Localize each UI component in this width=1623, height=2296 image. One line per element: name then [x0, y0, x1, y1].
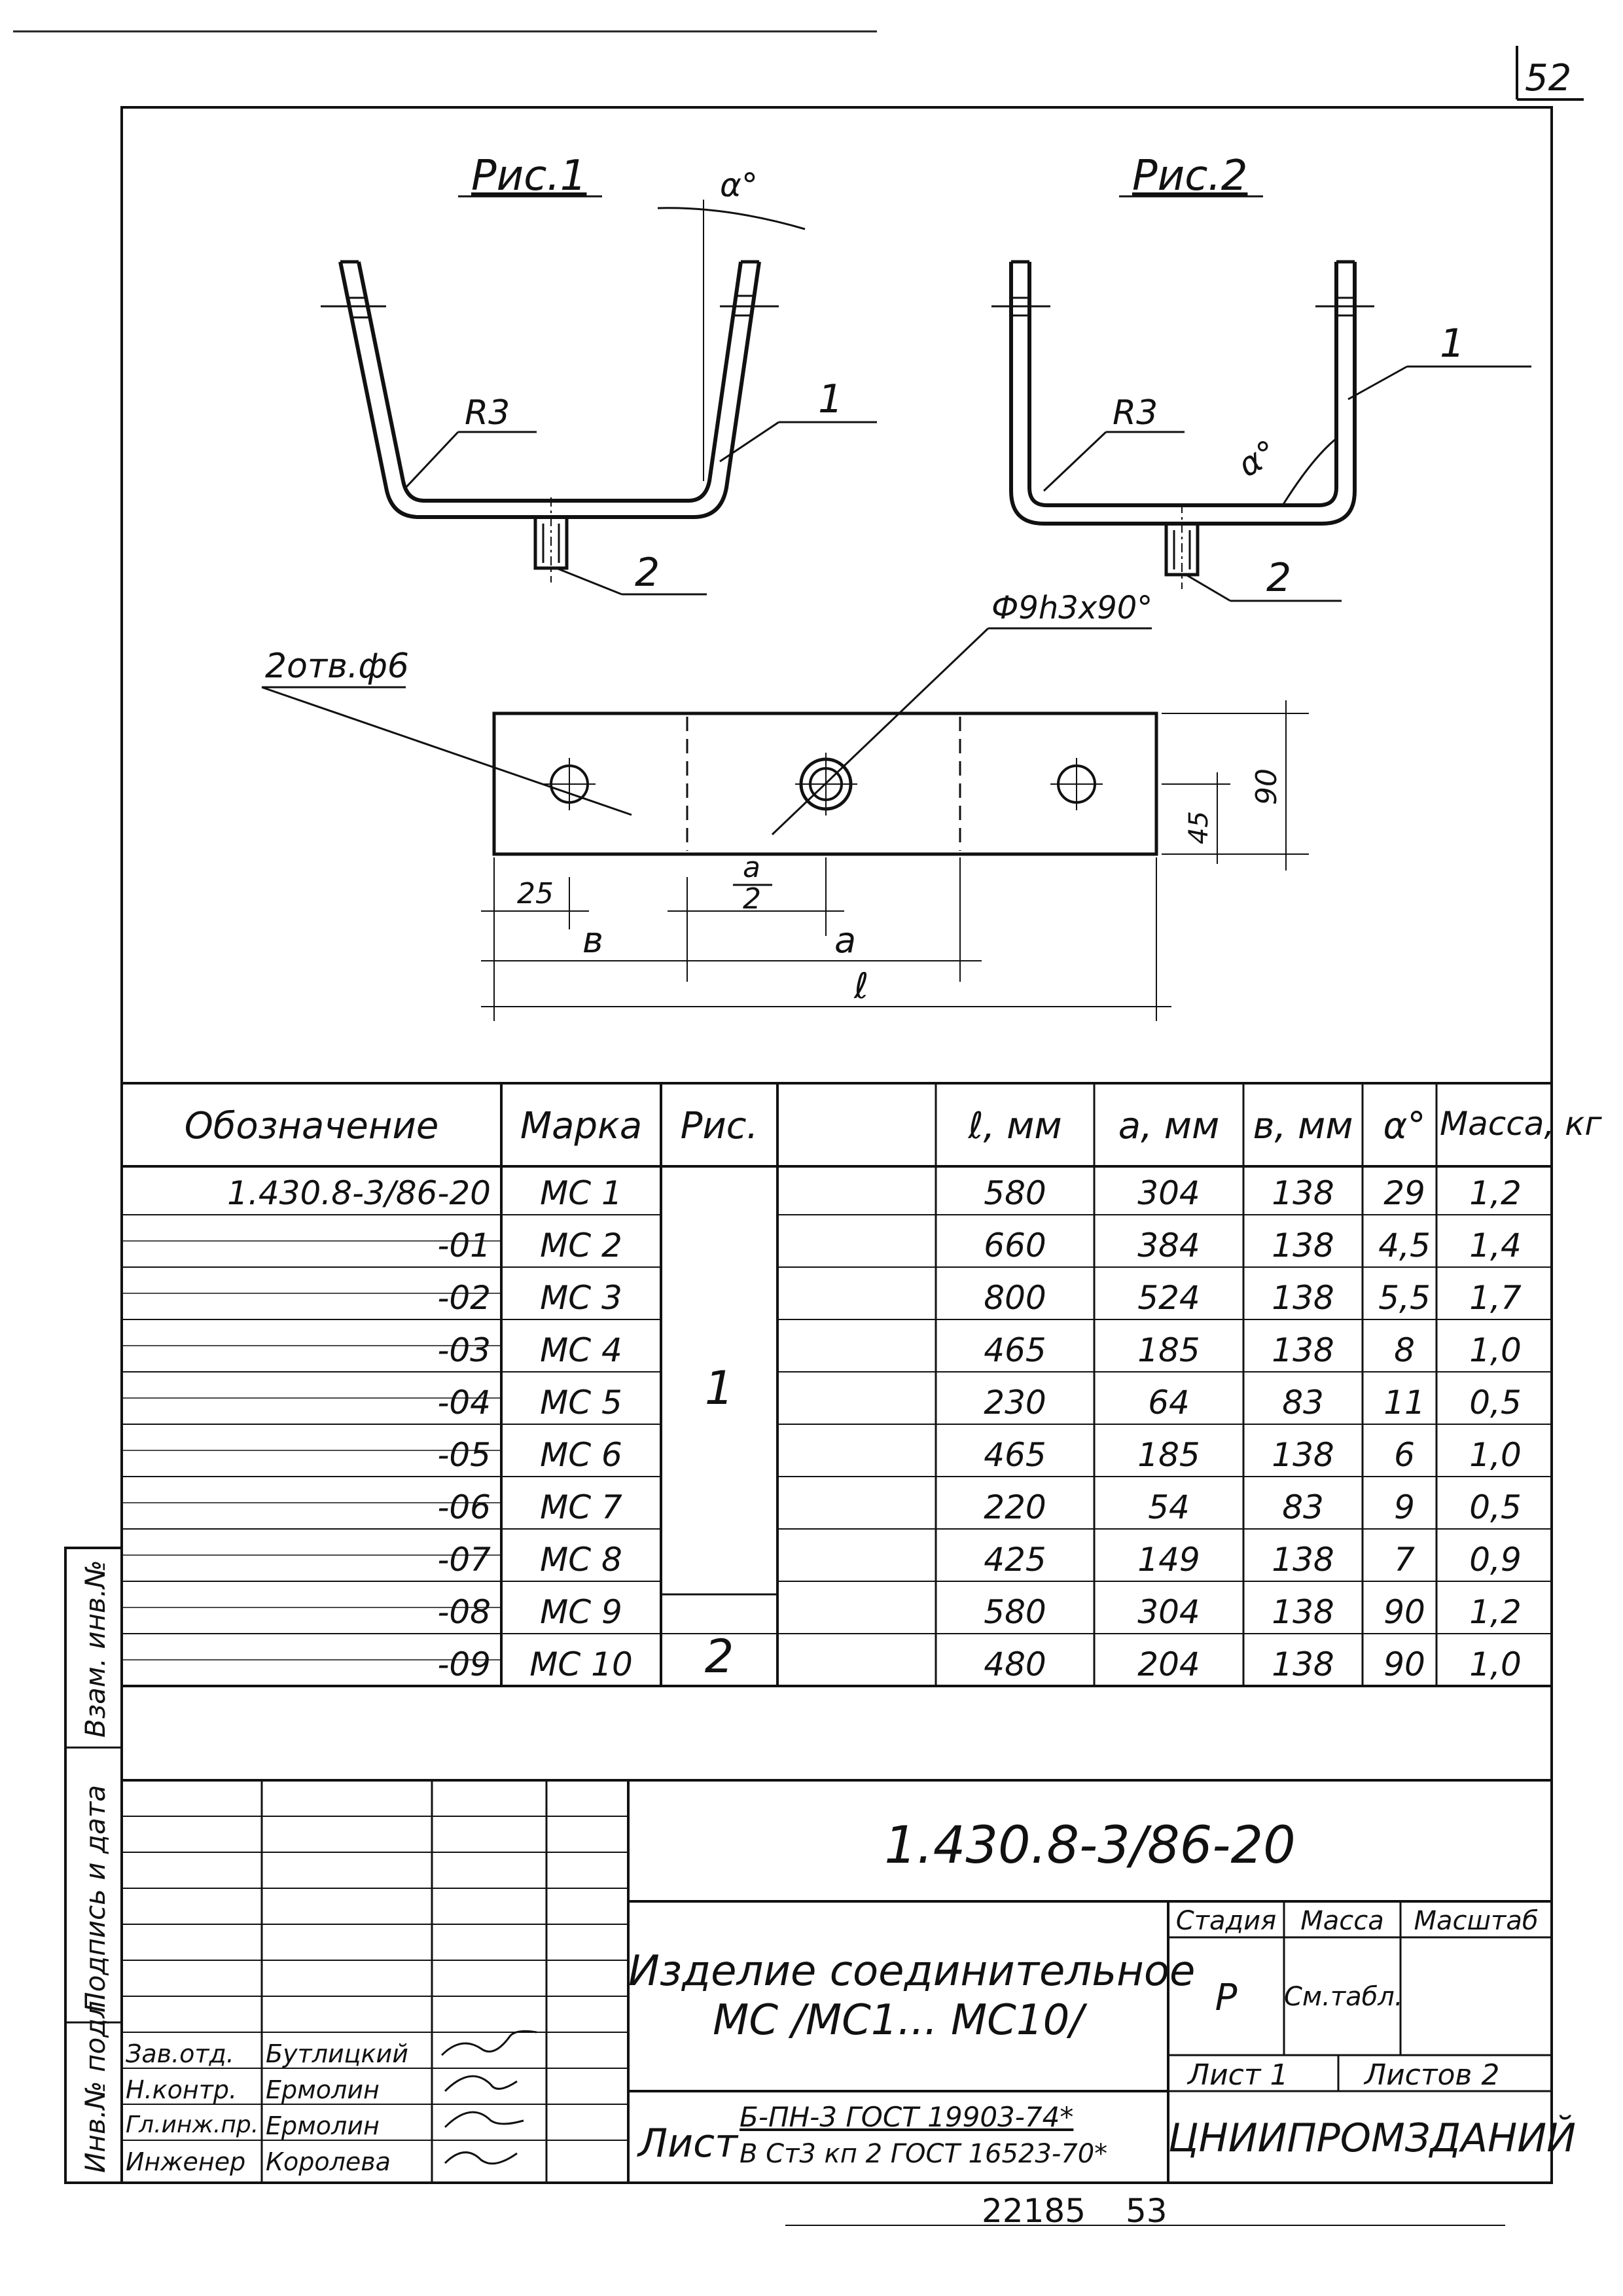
cell-mark: МС 7 — [540, 1488, 622, 1526]
plate-dim-a: а — [834, 920, 857, 961]
cell-b: 138 — [1272, 1279, 1334, 1317]
cell-mass: 1,0 — [1469, 1331, 1522, 1369]
person-name-2: Ермолин — [266, 2075, 380, 2104]
cell-alpha: 6 — [1394, 1436, 1415, 1474]
cell-alpha: 90 — [1383, 1645, 1425, 1683]
fig1-callout-1: 1 — [818, 376, 844, 422]
cell-alpha: 29 — [1383, 1174, 1425, 1212]
cell-l: 425 — [984, 1541, 1046, 1579]
person-name-1: Бутлицкий — [266, 2039, 408, 2068]
cell-alpha: 7 — [1394, 1541, 1415, 1579]
fig-group-1: 1 — [704, 1361, 734, 1415]
cell-designation: -05 — [437, 1436, 491, 1474]
cell-mass: 1,2 — [1469, 1174, 1522, 1212]
cell-mass: 0,5 — [1469, 1488, 1522, 1526]
plate-holes-label: 2отв.ф6 — [265, 647, 409, 686]
header-mass: Масса, кг — [1440, 1105, 1602, 1143]
person-name-4: Королева — [266, 2147, 391, 2176]
cell-b: 138 — [1272, 1593, 1334, 1631]
cell-mass: 1,2 — [1469, 1593, 1522, 1631]
header-l: ℓ, мм — [968, 1105, 1062, 1147]
cell-a: 524 — [1137, 1279, 1200, 1317]
plate-view — [262, 590, 1309, 1021]
cell-a: 149 — [1137, 1541, 1200, 1579]
cell-alpha: 8 — [1394, 1331, 1415, 1369]
figure-2 — [991, 152, 1531, 601]
signatures — [442, 2031, 537, 2163]
fig-group-2: 2 — [704, 1630, 734, 1683]
margin-replaces-inv: Взам. инв.№ — [79, 1560, 111, 1738]
cell-a: 185 — [1137, 1436, 1200, 1474]
person-role-4: Инженер — [126, 2147, 246, 2176]
cell-l: 580 — [984, 1174, 1046, 1212]
cell-designation: -04 — [437, 1384, 491, 1422]
header-b: в, мм — [1253, 1105, 1353, 1147]
plate-dim-a-half-den: 2 — [743, 882, 761, 916]
person-name-3: Ермолин — [266, 2111, 380, 2140]
product-name-line1: Изделие соединительное — [628, 1947, 1196, 1996]
fig1-angle-label: α° — [720, 166, 758, 204]
cell-alpha: 90 — [1383, 1593, 1425, 1631]
plate-dim-25: 25 — [517, 877, 554, 910]
sheet-label: Лист 1 — [1188, 2058, 1289, 2092]
cell-l: 230 — [984, 1384, 1046, 1422]
fig1-callout-2: 2 — [635, 550, 660, 596]
cell-designation: -08 — [437, 1593, 491, 1631]
cell-a: 384 — [1137, 1227, 1200, 1265]
cell-mass: 1,0 — [1469, 1645, 1522, 1683]
header-alpha: α° — [1383, 1105, 1426, 1147]
cell-mark: МС 5 — [540, 1384, 622, 1422]
fig1-radius-label: R3 — [465, 393, 510, 433]
cell-designation: -09 — [437, 1645, 491, 1683]
cell-l: 220 — [984, 1488, 1046, 1526]
cell-a: 54 — [1148, 1488, 1190, 1526]
fig2-callout-2: 2 — [1266, 555, 1292, 601]
cell-mark: МС 2 — [540, 1227, 622, 1265]
cell-designation: 1.430.8-3/86-20 — [227, 1174, 491, 1212]
cell-l: 465 — [984, 1436, 1046, 1474]
person-role-3: Гл.инж.пр. — [126, 2111, 259, 2138]
margin-inv-orig: Инв.№ подл. — [79, 1992, 111, 2173]
cell-mark: МС 9 — [540, 1593, 622, 1631]
figure-1 — [321, 152, 877, 596]
cell-mark: МС 1 — [540, 1174, 622, 1212]
left-margin-strip — [65, 1548, 122, 2183]
header-fig: Рис. — [680, 1105, 758, 1147]
plate-csk-label: Ф9h3х90° — [991, 590, 1153, 626]
stage-value: Р — [1215, 1977, 1238, 2019]
cell-b: 83 — [1282, 1384, 1324, 1422]
person-role-1: Зав.отд. — [126, 2039, 234, 2068]
organization: ЦНИИПРОМЗДАНИЙ — [1168, 2115, 1577, 2161]
fig2-angle-label: α° — [1232, 433, 1284, 485]
fig2-callout-1: 1 — [1440, 321, 1465, 367]
cell-alpha: 9 — [1394, 1488, 1415, 1526]
plate-dim-a-half-num: а — [743, 851, 760, 884]
cell-a: 304 — [1137, 1174, 1200, 1212]
cell-l: 660 — [984, 1227, 1046, 1265]
plate-dim-l: ℓ — [854, 965, 869, 1007]
cell-mass: 1,7 — [1469, 1279, 1522, 1317]
cell-alpha: 4,5 — [1378, 1227, 1431, 1265]
cell-mark: МС 4 — [540, 1331, 622, 1369]
cell-a: 204 — [1137, 1645, 1200, 1683]
scale-header: Масштаб — [1414, 1906, 1539, 1936]
product-name-line2: МС /МС1... МС10/ — [713, 1996, 1084, 2045]
material-line1: Б-ПН-3 ГОСТ 19903-74* — [740, 2101, 1074, 2133]
cell-l: 580 — [984, 1593, 1046, 1631]
cell-b: 138 — [1272, 1436, 1334, 1474]
cell-l: 480 — [984, 1645, 1046, 1683]
person-role-2: Н.контр. — [126, 2075, 238, 2104]
mass-header: Масса — [1300, 1906, 1384, 1936]
cell-b: 138 — [1272, 1227, 1334, 1265]
header-designation: Обозначение — [184, 1105, 439, 1147]
cell-designation: -01 — [437, 1227, 491, 1265]
cell-mark: МС 3 — [540, 1279, 622, 1317]
margin-sign-date: Подпись и дата — [79, 1785, 111, 2013]
cell-designation: -06 — [437, 1488, 491, 1526]
material-line2: В Ст3 кп 2 ГОСТ 16523-70* — [740, 2139, 1108, 2169]
material-prefix: Лист — [638, 2121, 738, 2166]
doc-code: 1.430.8-3/86-20 — [884, 1816, 1296, 1875]
plate-dim-b: в — [582, 920, 603, 961]
cell-a: 304 — [1137, 1593, 1200, 1631]
cell-mark: МС 10 — [529, 1645, 633, 1683]
cell-mass: 1,0 — [1469, 1436, 1522, 1474]
stage-header: Стадия — [1175, 1906, 1277, 1936]
cell-b: 138 — [1272, 1174, 1334, 1212]
header-a: а, мм — [1118, 1105, 1220, 1147]
fig1-title: Рис.1 — [471, 152, 587, 200]
plate-dim-45: 45 — [1184, 811, 1214, 844]
cell-mass: 0,9 — [1469, 1541, 1522, 1579]
cell-designation: -07 — [437, 1541, 491, 1579]
sheet-number-top: 52 — [1525, 57, 1572, 99]
cell-l: 800 — [984, 1279, 1046, 1317]
mass-value: См.табл. — [1284, 1982, 1403, 2012]
plate-dim-90: 90 — [1250, 768, 1283, 805]
cell-designation: -03 — [437, 1331, 491, 1369]
fig2-radius-label: R3 — [1113, 393, 1158, 433]
cell-b: 83 — [1282, 1488, 1324, 1526]
bottom-number-2: 53 — [1126, 2192, 1168, 2230]
cell-alpha: 5,5 — [1378, 1279, 1431, 1317]
cell-l: 465 — [984, 1331, 1046, 1369]
cell-b: 138 — [1272, 1541, 1334, 1579]
cell-alpha: 11 — [1383, 1384, 1425, 1422]
bottom-number-1: 22185 — [982, 2192, 1086, 2230]
cell-b: 138 — [1272, 1331, 1334, 1369]
cell-a: 185 — [1137, 1331, 1200, 1369]
sheets-label: Листов 2 — [1364, 2058, 1500, 2092]
cell-designation: -02 — [437, 1279, 491, 1317]
cell-mark: МС 8 — [540, 1541, 622, 1579]
cell-mark: МС 6 — [540, 1436, 622, 1474]
cell-mass: 0,5 — [1469, 1384, 1522, 1422]
header-mark: Марка — [520, 1105, 643, 1147]
fig2-title: Рис.2 — [1132, 152, 1248, 200]
cell-b: 138 — [1272, 1645, 1334, 1683]
sheet-number-box — [1517, 46, 1584, 99]
cell-mass: 1,4 — [1469, 1227, 1522, 1265]
cell-a: 64 — [1148, 1384, 1190, 1422]
